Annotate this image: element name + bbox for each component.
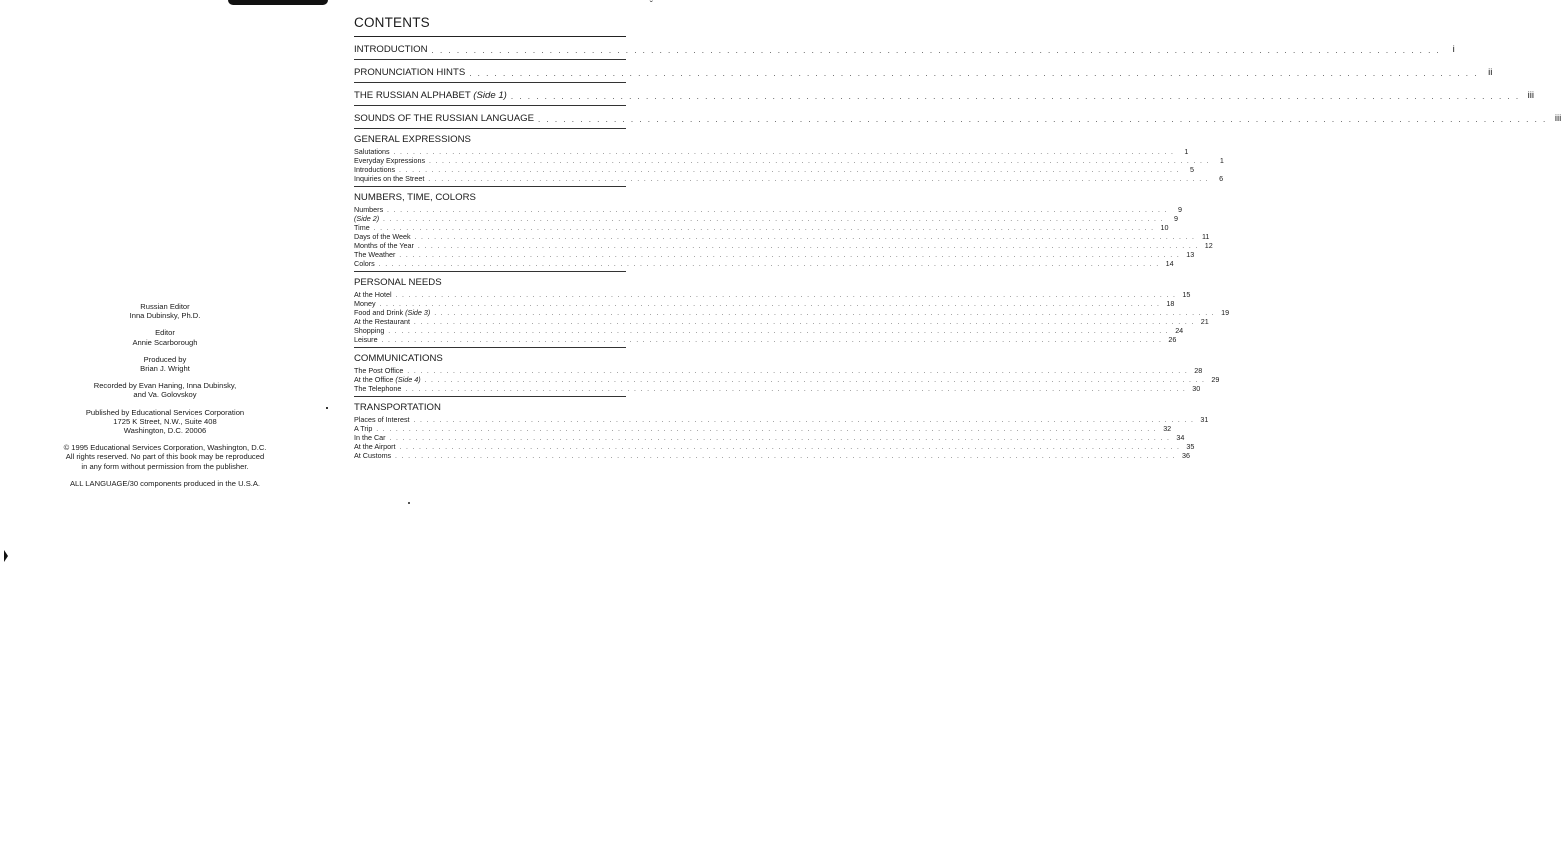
section-heading: COMMUNICATIONS: [354, 353, 443, 364]
entry-label: [354, 326, 384, 335]
contents-title: CONTENTS: [354, 15, 430, 30]
page-number: 24: [1175, 326, 1184, 335]
toc-entry: [354, 317, 1209, 326]
toc-entry: [354, 156, 1224, 165]
dot-leader: . . . . . . . . . . . . . . . . . . . . . . . . . . . . . . . . . . . . . . . . . . . . . . . . . . . . . . . . . . . . . . . . . . . . . . . . . . . . . . . . . . . . . . . . . . . . . . . . . . . . . . . . . . . . . . . . . . . . . . . .: [389, 436, 1171, 442]
entry-label: [354, 442, 396, 451]
credit-line: Recorded by Evan Haning, Inna Dubinsky,: [93, 381, 237, 391]
entry-title: A Trip: [354, 424, 373, 433]
credit-block: [40, 355, 290, 373]
entry-title: Leisure: [354, 335, 378, 344]
credit-block: [40, 328, 290, 346]
toc-sections: [354, 129, 1230, 463]
section-heading: NUMBERS, TIME, COLORS: [354, 192, 476, 203]
toc-entry: [354, 375, 1220, 384]
toc-section: [354, 272, 1230, 348]
toc-entry: [354, 174, 1224, 183]
entry-label: [354, 451, 391, 460]
toc-section: [354, 187, 1213, 272]
entry-title: Food and Drink: [354, 308, 404, 317]
dot-leader: . . . . . . . . . . . . . . . . . . . . . . . . . . . . . . . . . . . . . . . . . . . . . . . . . . . . . . . . . . . . . . . . . . . . . . . . . . . . . . . . . . . . . . . . . . . . . . . . . . . . . . . . . . . . . . . . . . . . . . . .: [510, 92, 1521, 101]
page-number: 13: [1186, 250, 1195, 259]
entry-label: [354, 232, 411, 241]
entry-title: Numbers: [354, 205, 384, 214]
page-number: 1: [1184, 147, 1189, 156]
page-number: 5: [1189, 165, 1194, 174]
credit-line: Brian J. Wright: [140, 364, 190, 374]
credit-line: © 1995 Educational Services Corporation, Washington, D.C.: [63, 443, 267, 453]
dot-leader: . . . . . . . . . . . . . . . . . . . . . . . . . . . . . . . . . . . . . . . . . . . . . . . . . . . . . . . . . . . . . . . . . . . . . . . . . . . . . . . . . . . . . . . . . . . . . . . . . . . . . . . . . . . . . . . . . . . . . . . .: [376, 427, 1158, 433]
page-number: 18: [1166, 299, 1175, 308]
credit-block: [40, 381, 290, 399]
entry-label: [354, 90, 507, 105]
credit-block: [40, 479, 290, 488]
page-number: 19: [1221, 308, 1230, 317]
toc-entry: [354, 415, 1209, 424]
credit-line: Russian Editor: [140, 302, 190, 311]
dot-leader: . . . . . . . . . . . . . . . . . . . . . . . . . . . . . . . . . . . . . . . . . . . . . . . . . . . . . . . . . . . . . . . . . . . . . . . . . . . . . . . . . . . . . . . . . . . . . . . . . . . . . . . . . . . . . . . . . . . . . . . .: [407, 369, 1189, 375]
toc-entry: [354, 165, 1194, 174]
dot-leader: . . . . . . . . . . . . . . . . . . . . . . . . . . . . . . . . . . . . . . . . . . . . . . . . . . . . . . . . . . . . . . . . . . . . . . . . . . . . . . . . . . . . . . . . . . . . . . . . . . . . . . . . . . . . . . . . . . . . . . . .: [387, 208, 1168, 214]
entry-title: Time: [354, 223, 370, 232]
dot-leader: . . . . . . . . . . . . . . . . . . . . . . . . . . . . . . . . . . . . . . . . . . . . . . . . . . . . . . . . . . . . . . . . . . . . . . . . . . . . . . . . . . . . . . . . . . . . . . . . . . . . . . . . . . . . . . . . . . . . . . . .: [395, 454, 1176, 460]
dot-leader: . . . . . . . . . . . . . . . . . . . . . . . . . . . . . . . . . . . . . . . . . . . . . . . . . . . . . . . . . . . . . . . . . . . . . . . . . . . . . . . . . . . . . . . . . . . . . . . . . . . . . . . . . . . . . . . . . . . . . . . .: [469, 69, 1479, 78]
dot-leader: . . . . . . . . . . . . . . . . . . . . . . . . . . . . . . . . . . . . . . . . . . . . . . . . . . . . . . . . . . . . . . . . . . . . . . . . . . . . . . . . . . . . . . . . . . . . . . . . . . . . . . . . . . . . . . . . . . . . . . . .: [417, 244, 1199, 250]
entry-title: The Telephone: [354, 384, 402, 393]
entry-title: SOUNDS OF THE RUSSIAN LANGUAGE: [354, 113, 535, 124]
page-number: 14: [1165, 259, 1174, 268]
toc-entry: [354, 335, 1177, 344]
credits-block: [40, 302, 290, 496]
entry-label: [354, 290, 392, 299]
credit-block: [40, 302, 290, 320]
entry-label: [354, 375, 421, 384]
credit-line: Washington, D.C. 20006: [123, 426, 207, 436]
toc-section: [354, 129, 1224, 187]
page-number: i: [1452, 44, 1455, 55]
dot-leader: . . . . . . . . . . . . . . . . . . . . . . . . . . . . . . . . . . . . . . . . . . . . . . . . . . . . . . . . . . . . . . . . . . . . . . . . . . . . . . . . . . . . . . . . . . . . . . . . . . . . . . . . . . . . . . . . . . . . . . . .: [413, 320, 1195, 326]
dot-leader: . . . . . . . . . . . . . . . . . . . . . . . . . . . . . . . . . . . . . . . . . . . . . . . . . . . . . . . . . . . . . . . . . . . . . . . . . . . . . . . . . . . . . . . . . . . . . . . . . . . . . . . . . . . . . . . . . . . . . . . .: [431, 46, 1441, 55]
page-number: 29: [1211, 375, 1220, 384]
page-number: 1: [1219, 156, 1224, 165]
entry-title: Colors: [354, 259, 375, 268]
toc-entry: [354, 232, 1210, 241]
dot-leader: . . . . . . . . . . . . . . . . . . . . . . . . . . . . . . . . . . . . . . . . . . . . . . . . . . . . . . . . . . . . . . . . . . . . . . . . . . . . . . . . . . . . . . . . . . . . . . . . . . . . . . . . . . . . . . . . . . . . . . . .: [383, 217, 1164, 223]
page-number: 9: [1177, 205, 1182, 214]
entry-title: At Customs: [354, 451, 392, 460]
entry-title: The Post Office: [354, 366, 404, 375]
entry-title: In the Car: [354, 433, 386, 442]
dot-leader: . . . . . . . . . . . . . . . . . . . . . . . . . . . . . . . . . . . . . . . . . . . . . . . . . . . . . . . . . . . . . . . . . . . . . . . . . . . . . . . . . . . . . . . . . . . . . . . . . . . . . . . . . . . . . . . . . . . . . . . .: [399, 253, 1181, 259]
scan-speck-small: [408, 502, 410, 504]
page-number: 31: [1200, 415, 1209, 424]
section-heading: TRANSPORTATION: [354, 402, 441, 413]
page-number: 34: [1176, 433, 1185, 442]
credit-line: Published by Educational Services Corporation: [85, 407, 245, 417]
toc-entry: [354, 214, 1178, 223]
dot-leader: . . . . . . . . . . . . . . . . . . . . . . . . . . . . . . . . . . . . . . . . . . . . . . . . . . . . . . . . . . . . . . . . . . . . . . . . . . . . . . . . . . . . . . . . . . . . . . . . . . . . . . . . . . . . . . . . . . . . . . . .: [393, 150, 1175, 156]
page-number: 28: [1194, 366, 1203, 375]
entry-title: Introductions: [354, 165, 396, 174]
entry-title: Money: [354, 299, 376, 308]
page-number: iii: [1554, 113, 1561, 124]
scan-edge-mark: [228, 0, 328, 5]
credit-line: Editor: [155, 328, 175, 338]
credit-block: [40, 443, 290, 471]
toc-major-entry: [354, 37, 1455, 60]
entry-label: [354, 250, 395, 259]
left-margin-mark: [4, 550, 8, 562]
page-number: 36: [1181, 451, 1190, 460]
entry-title: Places of Interest: [354, 415, 410, 424]
entry-label: [354, 241, 414, 250]
toc-entry: [354, 205, 1182, 214]
entry-label: [354, 223, 370, 232]
page-number: iii: [1527, 90, 1535, 101]
entry-title: At the Office: [354, 375, 394, 384]
dot-leader: . . . . . . . . . . . . . . . . . . . . . . . . . . . . . . . . . . . . . . . . . . . . . . . . . . . . . . . . . . . . . . . . . . . . . . . . . . . . . . . . . . . . . . . . . . . . . . . . . . . . . . . . . . . . . . . . . . . . . . . .: [413, 418, 1195, 424]
dot-leader: . . . . . . . . . . . . . . . . . . . . . . . . . . . . . . . . . . . . . . . . . . . . . . . . . . . . . . . . . . . . . . . . . . . . . . . . . . . . . . . . . . . . . . . . . . . . . . . . . . . . . . . . . . . . . . . . . . . . . . . .: [424, 378, 1206, 384]
entry-label: [354, 384, 401, 393]
dot-leader: . . . . . . . . . . . . . . . . . . . . . . . . . . . . . . . . . . . . . . . . . . . . . . . . . . . . . . . . . . . . . . . . . . . . . . . . . . . . . . . . . . . . . . . . . . . . . . . . . . . . . . . . . . . . . . . . . . . . . . . .: [428, 177, 1210, 183]
toc-entry: [354, 241, 1213, 250]
toc-major-entry: [354, 60, 1493, 83]
entry-label: [354, 308, 430, 317]
side-note: (Side 4): [395, 375, 421, 384]
page-number: 15: [1182, 290, 1191, 299]
entry-label: [354, 317, 410, 326]
entry-label: [354, 174, 424, 183]
entry-title: PRONUNCIATION HINTS: [354, 67, 466, 78]
toc-entry: [354, 366, 1203, 375]
dot-leader: . . . . . . . . . . . . . . . . . . . . . . . . . . . . . . . . . . . . . . . . . . . . . . . . . . . . . . . . . . . . . . . . . . . . . . . . . . . . . . . . . . . . . . . . . . . . . . . . . . . . . . . . . . . . . . . . . . . . . . . .: [388, 329, 1170, 335]
page-number: 10: [1160, 223, 1169, 232]
credit-line: Inna Dubinsky, Ph.D.: [129, 311, 201, 321]
toc-entry: [354, 326, 1184, 335]
entry-label: [354, 156, 425, 165]
dot-leader: . . . . . . . . . . . . . . . . . . . . . . . . . . . . . . . . . . . . . . . . . . . . . . . . . . . . . . . . . . . . . . . . . . . . . . . . . . . . . . . . . . . . . . . . . . . . . . . . . . . . . . . . . . . . . . . . . . . . . . . .: [373, 226, 1155, 232]
entry-label: [354, 44, 428, 59]
entry-title: At the Hotel: [354, 290, 392, 299]
toc-major-entry: [354, 106, 1561, 129]
entry-title: Salutations: [354, 147, 390, 156]
credit-line: 1725 K Street, N.W., Suite 408: [113, 416, 217, 426]
entry-label: [354, 67, 465, 82]
dot-leader: . . . . . . . . . . . . . . . . . . . . . . . . . . . . . . . . . . . . . . . . . . . . . . . . . . . . . . . . . . . . . . . . . . . . . . . . . . . . . . . . . . . . . . . . . . . . . . . . . . . . . . . . . . . . . . . . . . . . . . . .: [378, 262, 1160, 268]
credit-line: All rights reserved. No part of this book may be reproduced: [65, 452, 265, 462]
dot-leader: . . . . . . . . . . . . . . . . . . . . . . . . . . . . . . . . . . . . . . . . . . . . . . . . . . . . . . . . . . . . . . . . . . . . . . . . . . . . . . . . . . . . . . . . . . . . . . . . . . . . . . . . . . . . . . . . . . . . . . . .: [399, 445, 1181, 451]
credit-block: [40, 408, 290, 436]
entry-title: Everyday Expressions: [354, 156, 426, 165]
toc-entry: [354, 299, 1175, 308]
dot-leader: . . . . . . . . . . . . . . . . . . . . . . . . . . . . . . . . . . . . . . . . . . . . . . . . . . . . . . . . . . . . . . . . . . . . . . . . . . . . . . . . . . . . . . . . . . . . . . . . . . . . . . . . . . . . . . . . . . . . . . . .: [538, 115, 1548, 124]
dot-leader: . . . . . . . . . . . . . . . . . . . . . . . . . . . . . . . . . . . . . . . . . . . . . . . . . . . . . . . . . . . . . . . . . . . . . . . . . . . . . . . . . . . . . . . . . . . . . . . . . . . . . . . . . . . . . . . . . . . . . . . .: [395, 293, 1177, 299]
entry-label: [354, 299, 376, 308]
credit-line: Annie Scarborough: [132, 337, 198, 347]
entry-label: [354, 424, 372, 433]
entry-label: [354, 147, 390, 156]
toc-entry: [354, 259, 1174, 268]
entry-title: Days of the Week: [354, 232, 411, 241]
toc-entry: [354, 250, 1195, 259]
dot-leader: . . . . . . . . . . . . . . . . . . . . . . . . . . . . . . . . . . . . . . . . . . . . . . . . . . . . . . . . . . . . . . . . . . . . . . . . . . . . . . . . . . . . . . . . . . . . . . . . . . . . . . . . . . . . . . . . . . . . . . . .: [434, 311, 1216, 317]
toc-entry: [354, 290, 1191, 299]
toc-entry: [354, 451, 1190, 460]
entry-title: The Weather: [354, 250, 396, 259]
dot-leader: . . . . . . . . . . . . . . . . . . . . . . . . . . . . . . . . . . . . . . . . . . . . . . . . . . . . . . . . . . . . . . . . . . . . . . . . . . . . . . . . . . . . . . . . . . . . . . . . . . . . . . . . . . . . . . . . . . . . . . . .: [381, 338, 1163, 344]
entry-label: [354, 205, 383, 214]
section-heading: GENERAL EXPRESSIONS: [354, 134, 471, 145]
side-note: (Side 1): [473, 90, 507, 101]
credit-line: Produced by: [143, 354, 187, 364]
dot-leader: . . . . . . . . . . . . . . . . . . . . . . . . . . . . . . . . . . . . . . . . . . . . . . . . . . . . . . . . . . . . . . . . . . . . . . . . . . . . . . . . . . . . . . . . . . . . . . . . . . . . . . . . . . . . . . . . . . . . . . . .: [429, 159, 1210, 165]
credit-line: and Va. Golovskoy: [133, 390, 197, 400]
dot-leader: . . . . . . . . . . . . . . . . . . . . . . . . . . . . . . . . . . . . . . . . . . . . . . . . . . . . . . . . . . . . . . . . . . . . . . . . . . . . . . . . . . . . . . . . . . . . . . . . . . . . . . . . . . . . . . . . . . . . . . . .: [399, 168, 1180, 174]
dot-leader: . . . . . . . . . . . . . . . . . . . . . . . . . . . . . . . . . . . . . . . . . . . . . . . . . . . . . . . . . . . . . . . . . . . . . . . . . . . . . . . . . . . . . . . . . . . . . . . . . . . . . . . . . . . . . . . . . . . . . . . .: [414, 235, 1196, 241]
dot-leader: . . . . . . . . . . . . . . . . . . . . . . . . . . . . . . . . . . . . . . . . . . . . . . . . . . . . . . . . . . . . . . . . . . . . . . . . . . . . . . . . . . . . . . . . . . . . . . . . . . . . . . . . . . . . . . . . . . . . . . . .: [379, 302, 1161, 308]
scan-speck: [326, 407, 328, 409]
entry-title: At the Airport: [354, 442, 396, 451]
entry-label: [354, 259, 375, 268]
major-entries: [354, 37, 1561, 129]
entry-label: [354, 415, 410, 424]
section-heading: PERSONAL NEEDS: [354, 277, 442, 288]
toc-section: [354, 348, 1220, 397]
entry-label: [354, 113, 534, 128]
entry-title: THE RUSSIAN ALPHABET: [354, 90, 471, 101]
table-of-contents: [354, 15, 1561, 463]
toc-section: [354, 397, 1209, 463]
entry-label: [354, 335, 378, 344]
toc-entry: [354, 147, 1189, 156]
page-number: 30: [1192, 384, 1201, 393]
entry-label: [354, 165, 395, 174]
page-number: 21: [1200, 317, 1209, 326]
page-number: 6: [1219, 174, 1224, 183]
entry-title: INTRODUCTION: [354, 44, 428, 55]
toc-major-entry: [354, 83, 1535, 106]
page-number: 11: [1201, 232, 1210, 241]
entry-title: Months of the Year: [354, 241, 414, 250]
entry-title: Inquiries on the Street: [354, 174, 425, 183]
entry-label: [354, 366, 403, 375]
dot-leader: . . . . . . . . . . . . . . . . . . . . . . . . . . . . . . . . . . . . . . . . . . . . . . . . . . . . . . . . . . . . . . . . . . . . . . . . . . . . . . . . . . . . . . . . . . . . . . . . . . . . . . . . . . . . . . . . . . . . . . . .: [405, 387, 1187, 393]
toc-entry: [354, 384, 1201, 393]
toc-entry: [354, 424, 1172, 433]
page-number: 35: [1186, 442, 1195, 451]
side-note: (Side 3): [405, 308, 431, 317]
page-number: 9: [1173, 214, 1178, 223]
page-number: 26: [1168, 335, 1177, 344]
page-number: ii: [1488, 67, 1493, 78]
entry-title: (Side 2): [354, 214, 380, 223]
toc-entry: [354, 442, 1195, 451]
entry-title: At the Restaurant: [354, 317, 410, 326]
toc-entry: [354, 308, 1230, 317]
page-number: 12: [1204, 241, 1213, 250]
credit-line: ALL LANGUAGE/30 components produced in the U.S.A.: [69, 478, 261, 488]
page-number: 32: [1163, 424, 1172, 433]
entry-label: [354, 433, 386, 442]
corner-scan-mark: ˇ: [649, 0, 653, 11]
entry-label: [354, 214, 379, 223]
toc-entry: [354, 433, 1185, 442]
credit-line: in any form without permission from the publisher.: [81, 461, 249, 471]
toc-entry: [354, 223, 1169, 232]
entry-title: Shopping: [354, 326, 385, 335]
